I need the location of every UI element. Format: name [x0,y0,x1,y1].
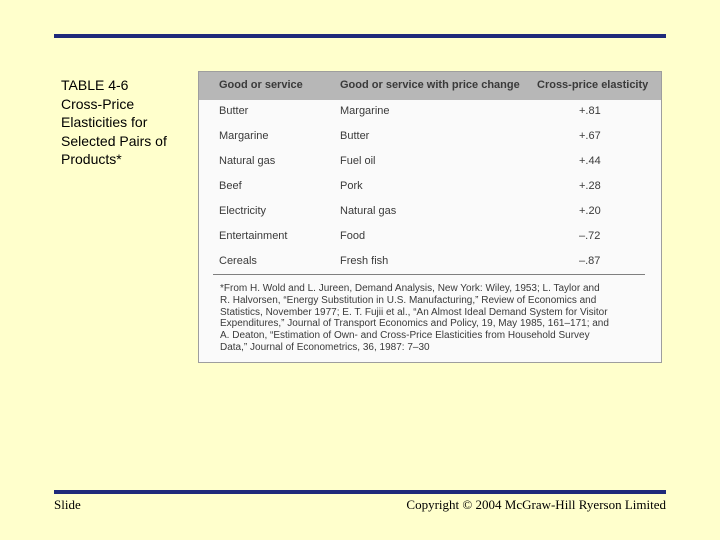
cell-good-price-change: Natural gas [340,205,397,217]
table-row [199,99,661,124]
slide-label: Slide [54,497,81,512]
cell-elasticity: +.81 [579,105,601,117]
table-row [199,149,661,174]
cell-good-price-change: Fresh fish [340,255,389,267]
cell-good: Natural gas [219,155,276,167]
table-row [199,174,661,199]
table-row [199,199,661,224]
footnote-line: A. Deaton, “Estimation of Own- and Cross-Price Elasticities from Household Survey [220,330,590,342]
cell-good-price-change: Butter [340,130,370,142]
title-line: Products* [61,151,122,167]
cell-elasticity: +.44 [579,155,601,167]
cell-good-price-change: Pork [340,180,363,192]
cell-good-price-change: Fuel oil [340,155,376,167]
cell-good: Cereals [219,255,257,267]
title-line: Cross-Price [61,95,135,112]
header-cross-price-elasticity: Cross-price elasticity [537,79,649,91]
elasticity-table [198,71,662,363]
cell-good: Electricity [219,205,267,217]
cell-good-price-change: Margarine [340,105,390,117]
table-title [61,76,196,169]
cell-elasticity: –.72 [579,230,601,242]
footnote-line: *From H. Wold and L. Jureen, Demand Analysis, New York: Wiley, 1953; L. Taylor and [220,283,600,294]
cell-good: Margarine [219,130,269,142]
bottom-rule [54,490,666,494]
cell-elasticity: +.67 [579,130,601,142]
table-row [199,224,661,249]
table-divider [213,274,645,275]
table-footnote [220,283,640,354]
cell-good-price-change: Food [340,230,366,242]
header-good-price-change: Good or service with price change [340,79,520,91]
table-header [199,72,661,100]
table-row [199,124,661,149]
title-line: TABLE 4-6 [61,77,129,93]
cell-elasticity: –.87 [579,255,601,267]
copyright-notice: Copyright © 2004 McGraw-Hill Ryerson Limited [406,497,666,512]
cell-good: Beef [219,180,242,192]
footnote-line: Expenditures,” Journal of Transport Economics and Policy, 19, May 1985, 161–171; and [220,318,609,330]
table-row [199,249,661,274]
cell-elasticity: +.28 [579,180,601,192]
top-rule [54,34,666,38]
footnote-line: R. Halvorsen, “Energy Substitution in U.S. Manufacturing,” Review of Economics and [220,294,597,306]
cell-good: Butter [219,105,249,117]
header-good: Good or service [219,79,303,91]
cell-elasticity: +.20 [579,205,601,217]
cell-good: Entertainment [219,230,288,242]
footnote-line: Statistics, November 1977; E. T. Fujii et al., “An Almost Ideal Demand System for Visitor [220,306,608,318]
title-line: Selected Pairs of [61,132,167,149]
footnote-line: Data,” Journal of Econometrics, 36, 1987: 7–30 [220,341,430,353]
title-line: Elasticities for [61,114,148,130]
